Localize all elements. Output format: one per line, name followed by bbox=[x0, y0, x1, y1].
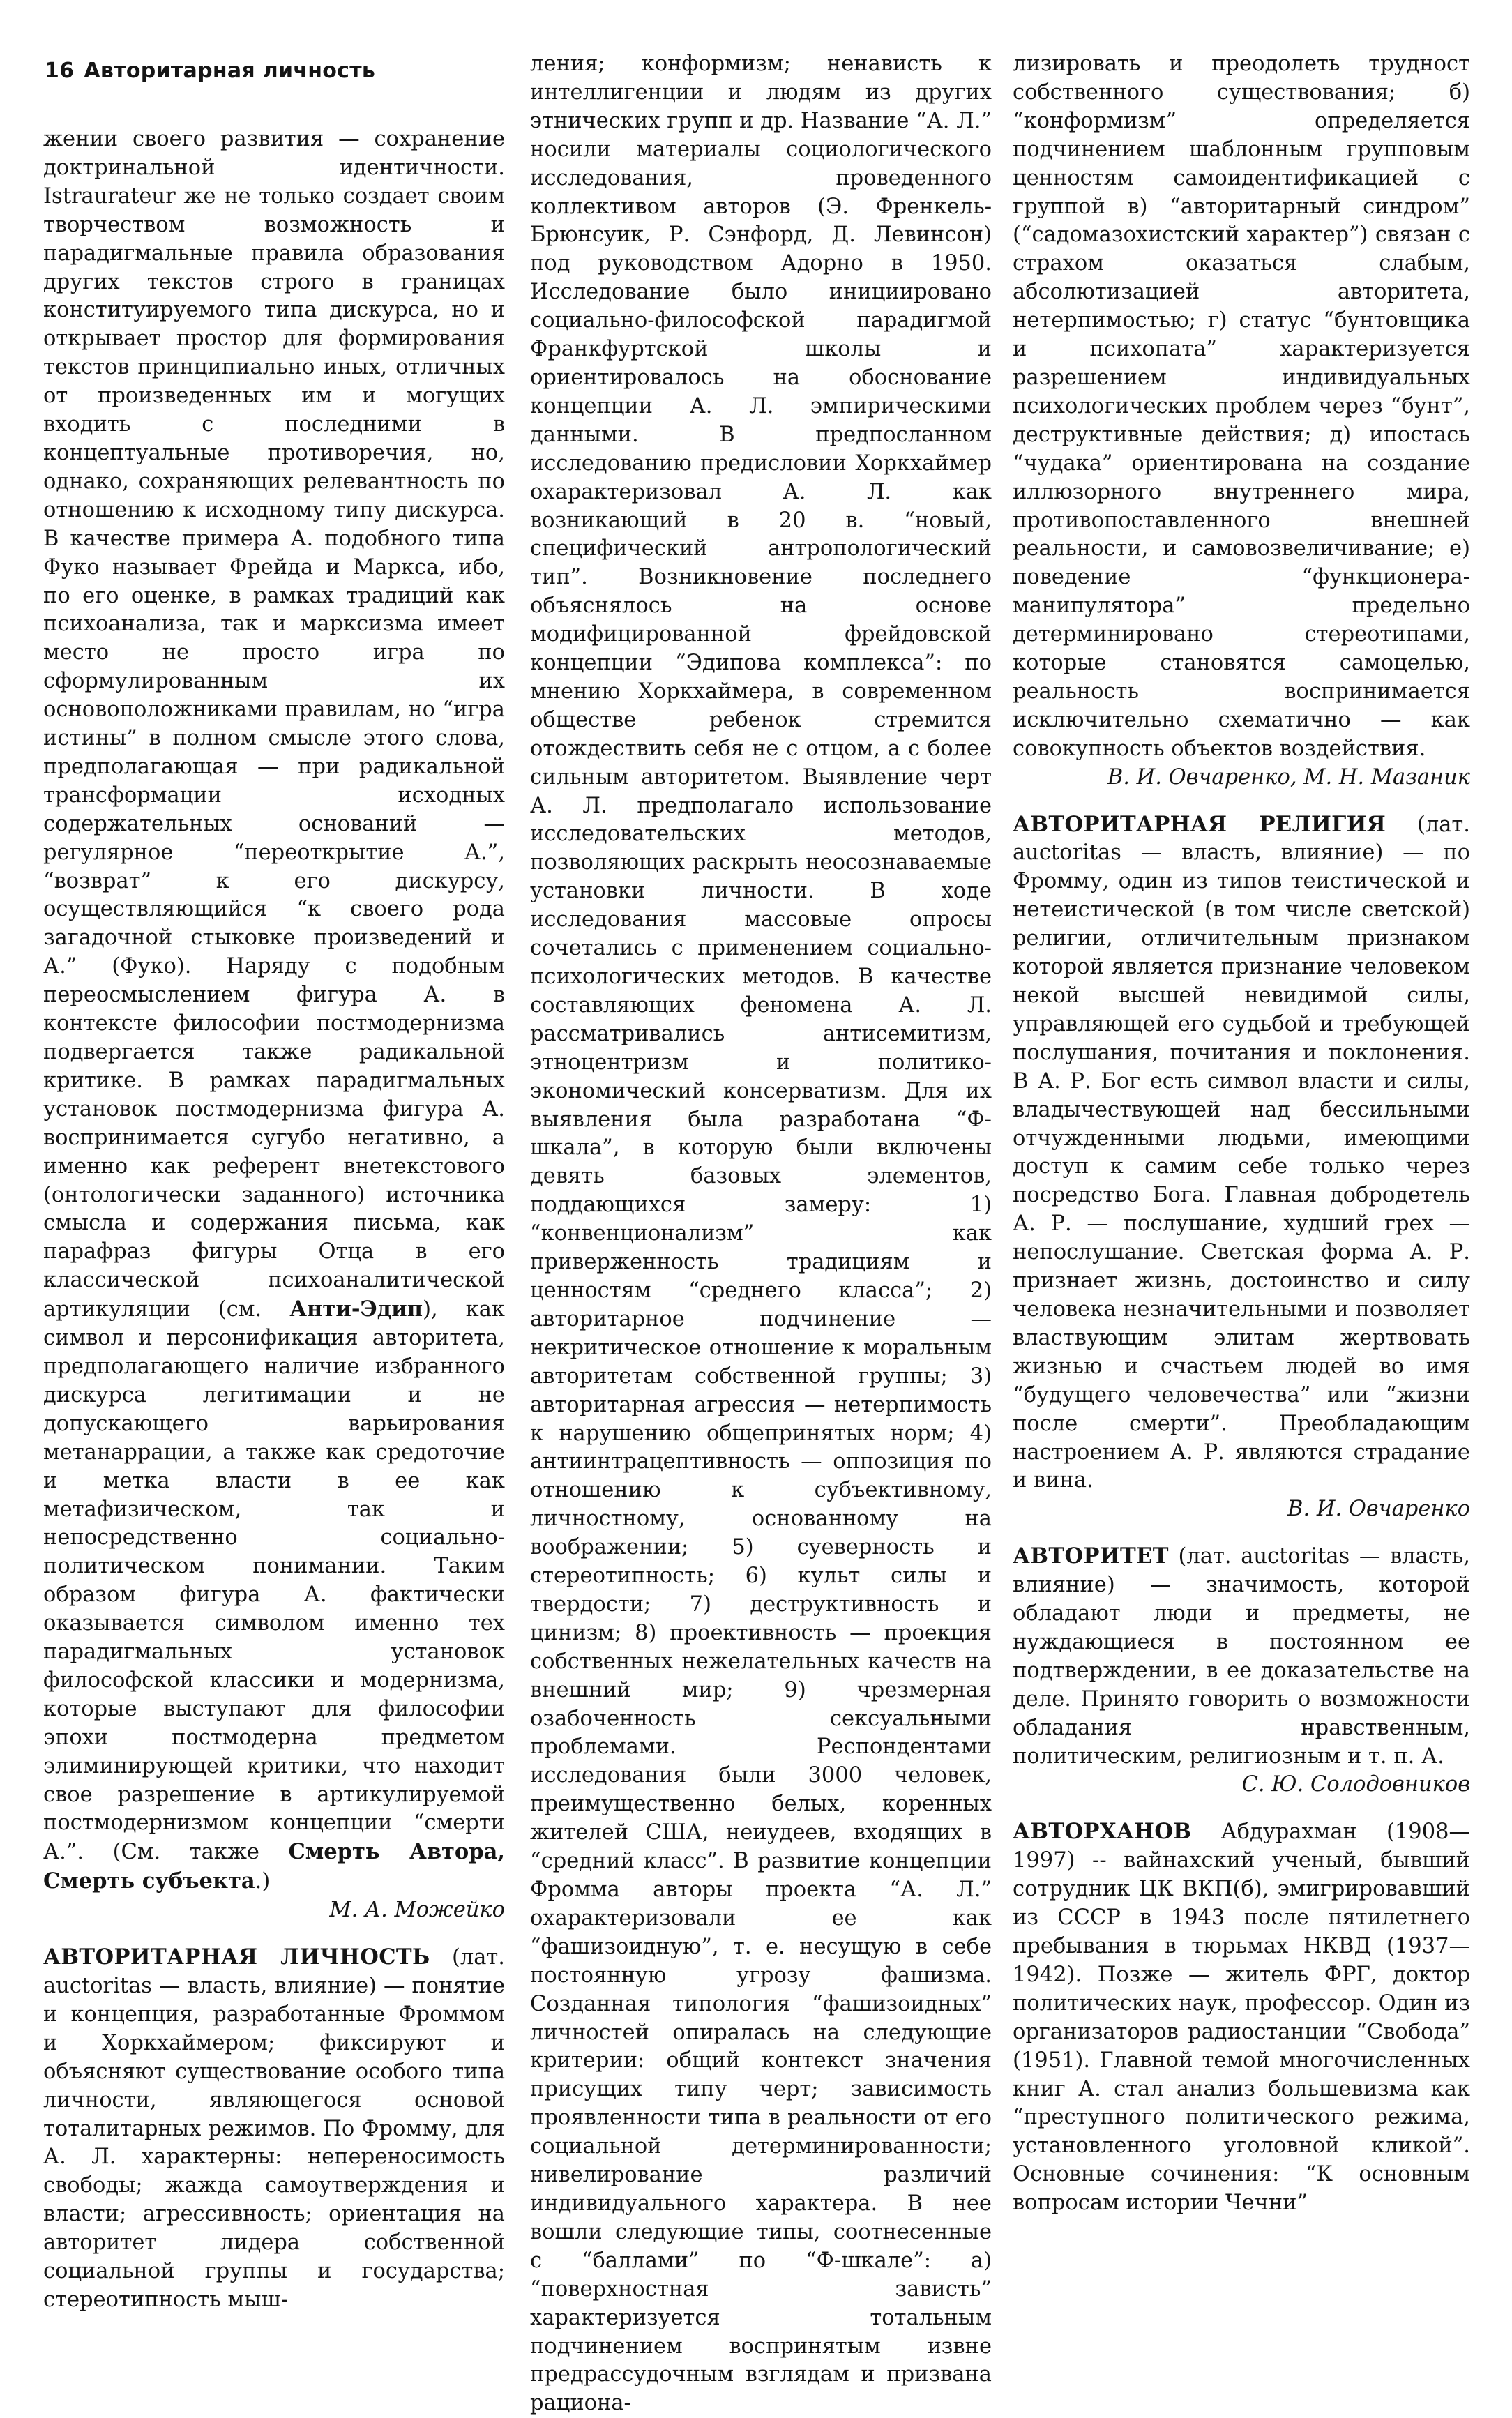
article-author: В. И. Овчаренко, М. Н. Мазаник bbox=[1107, 764, 1470, 789]
running-head bbox=[45, 59, 375, 83]
article-author: В. И. Овчаренко bbox=[1287, 1497, 1470, 1522]
article-avtorkhanov bbox=[1013, 1818, 1470, 2218]
article-author: М. А. Можейко bbox=[329, 1898, 505, 1923]
body-text: ), как символ и персонификация авторитета, предполагающего наличие избранного дискурса легитимации и не допускающего варьирования метанаррации, а также как средоточие и метка власти в ее как метафизическом, так и непосредственно социально-политическом понимании. Таким образом фигура А. фактически оказывается символом именно тех парадигмальных установок философской классики и модернизма, которые выступают для философии эпохи постмодерна предметом элиминирующей критики, что находит свое разрешение в артикулируемой постмодернизмом концепции “смерти А.”. (См. также bbox=[43, 1297, 505, 1865]
cross-reference-link[interactable]: Смерть субъекта bbox=[43, 1868, 255, 1894]
body-text: (лат. auctoritas — власть, влияние) — понятие и концепция, разработанные Фроммом и Хоркхаймером; фиксируют и объясняют существование особого типа личности, являющегося основой тоталитарных режимов. По Фромму, для А. Л. характерны: непереносимость свободы; жажда самоутверждения и власти; агрессивность; ориентация на авторитет лидера собственной социальной группы и государства; стереотипность мыш- bbox=[43, 1945, 505, 2312]
article-author: С. Ю. Солодовников bbox=[1241, 1772, 1470, 1797]
headword: АВТОРИТАРНАЯ ЛИЧНОСТЬ bbox=[43, 1944, 430, 1970]
body-text: жении своего развития — сохранение доктринальной идентичности. Istraurateur же не только создает своим творчеством возможность и парадигмальные правила образования других текстов строго в границах конституируемого типа дискурса, но и открывает простор для формирования текстов принципиально иных, отличных от произведенных им и могущих входить с последними в концептуальные противоречия, но, однако, сохраняющих релевантность по отношению к исходному типу дискурса. В качестве примера А. подобного типа Фуко называет Фрейда и Маркса, ибо, по его оценке, в рамках традиций как психоанализа, так и марксизма имеет место не просто игра по сформулированным их основоположниками правилам, но “игра истины” в полном смысле этого слова, предполагающая — при радикальной трансформации исходных содержательных оснований — регулярное “переоткрытие А.”, “возврат” к его дискурсу, осуществляющийся “к своего рода загадочной стыковке произведений и А.” (Фуко). Наряду с подобным переосмыслением фигура А. в контексте философии постмодернизма подвергается также радикальной критике. В рамках парадигмальных установок постмодернизма фигура А. воспринимается сугубо негативно, а именно как референт внетекстового (онтологически заданного) источника смысла и содержания письма, как парафраз фигуры Отца в его классической психоаналитической артикуляции (см. bbox=[43, 127, 505, 1322]
article-authority bbox=[1013, 1542, 1470, 1799]
body-text: Абдурахман (1908—1997) -- вайнахский ученый, бывший сотрудник ЦК ВКП(б), эмигрировавший из СССР в 1943 после пятилетнего пребывания в тюрьмах НКВД (1937—1942). Позже — житель ФРГ, доктор политических наук, профессор. Один из организаторов радиостанции “Свобода” (1951). Главной темой многочисленных книг А. стал анализ большевизма как “преступного политического режима, установленного уголовной кликой”. Основные сочинения: “К основным вопросам истории Чечни” bbox=[1013, 1820, 1470, 2216]
body-text: (лат. auctoritas — власть, влияние) — значимость, которой обладают люди и предметы, не нуждающиеся в постоянном ее подтверждении, в ее доказательстве на деле. Принято говорить о возможности обладания нравственным, политическим, религиозным и т. п. А. bbox=[1013, 1544, 1470, 1769]
article-authoritarian-personality bbox=[43, 1943, 505, 2315]
cross-reference-link[interactable]: Анти-Эдип bbox=[289, 1297, 423, 1322]
article-authoritarian-religion bbox=[1013, 810, 1470, 1525]
headword: АВТОРХАНОВ bbox=[1013, 1819, 1192, 1845]
article-body: ления; конформизм; ненависть к интеллигенции и людям из других этнических групп и др. Название “А. Л.” носили материалы социологического исследования, проведенного коллективом авторов (Э. Френкель-Брюнсуик, Р. Сэнфорд, Д. Левинсон) под руководством Адорно в 1950. Исследование было инициировано социально-философской парадигмой Франкфуртской школы и ориентировалось на обоснование концепции А. Л. эмпирическими данными. В предпосланном исследованию предисловии Хоркхаймер охарактеризовал А. Л. как возникающий в 20 в. “новый, специфический антропологический тип”. Возникновение последнего объяснялось на основе модифицированной фрейдовской концепции “Эдипова комплекса”: по мнению Хоркхаймера, в современном обществе ребенок стремится отождествить себя не с отцом, а с более сильным авторитетом. Выявление черт А. Л. предполагало использование исследовательских методов, позволяющих раскрыть неосознаваемые установки личности. В ходе исследования массовые опросы сочетались с применением социально-психологических методов. В качестве составляющих феномена А. Л. рассматривались антисемитизм, этноцентризм и политико-экономический консерватизм. Для их выявления была разработана “Ф-шкала”, в которую были включены девять базовых элементов, поддающихся замеру: 1) “конвенционализм” как приверженность традициям и ценностям “среднего класса”; 2) авторитарное подчинение — некритическое отношение к моральным авторитетам собственной группы; 3) авторитарная агрессия — нетерпимость к нарушению общепринятых норм; 4) антиинтрацептивность — оппозиция по отношению к субъективному, личностному, основанному на воображении; 5) суеверность и стереотипность; 6) культ силы и твердости; 7) деструктивность и цинизм; 8) проективность — проекция собственных нежелательных качеств на внешний мир; 9) чрезмерная озабоченность сексуальными проблемами. Респондентами исследования были 3000 человек, преимущественно белых, коренных жителей США, неиудеев, входящих в “средний класс”. В развитие концепции Фромма авторы проекта “А. Л.” охарактеризовали ее как “фашизоидную”, т. е. несущую в себе постоянную угрозу фашизма. Созданная типология “фашизоидных” личностей опиралась на следующие критерии: общий контекст значения присущих типу черт; зависимость проявленности типа в реальности от его социальной детерминированности; нивелирование различий индивидуального характера. В нее вошли следующие типы, соотнесенные с “баллами” по “Ф-шкале”: а) “поверхностная зависть” характеризуется тотальным подчинением воспринятым извне предрассудочным взглядам и призвана рациона- bbox=[530, 52, 992, 2416]
column-2 bbox=[530, 50, 992, 2418]
page-number: 16 bbox=[45, 59, 75, 83]
article-body: жении своего развития — сохранение доктринальной идентичности. Istraurateur же не только создает своим творчеством возможность и парадигмальные правила образования других текстов строго в границах конституируемого типа дискурса, но и открывает простор для формирования текстов принципиально иных, отличных от произведенных им и могущих входить с последними в концептуальные противоречия, но, однако, сохраняющих релевантность по отношению к исходному типу дискурса. В качестве примера А. подобного типа Фуко называет Фрейда и Маркса, ибо, по его оценке, в рамках традиций как психоанализа, так и марксизма имеет место не просто игра по сформулированным их основоположниками правилам, но “игра истины” в полном смысле этого слова, предполагающая — при радикальной трансформации исходных содержательных оснований — регулярное “переоткрытие А.”, “возврат” к его дискурсу, осуществляющийся “к своего рода загадочной стыковке произведений и А.” (Фуко). Наряду с подобным переосмыслением фигура А. в контексте философии постмодернизма подвергается также радикальной критике. В рамках парадигмальных установок постмодернизма фигура А. воспринимается сугубо негативно, а именно как референт внетекстового (онтологически заданного) источника смысла и содержания письма, как парафраз фигуры Отца в его классической психоаналитической артикуляции (см. Анти-Эдип), как символ и персонификация авторитета, предполагающего наличие избранного дискурса легитимации и не допускающего варьирования метанаррации, а также как средоточие и метка власти в ее как метафизическом, так и непосредственно социально-политическом понимании. Таким образом фигура А. фактически оказывается символом именно тех парадигмальных установок философской классики и модернизма, которые выступают для философии эпохи постмодерна предметом элиминирующей критики, что находит свое разрешение в артикулируемой постмодернизмом концепции “смерти А.”. (См. также Смерть Автора, Смерть субъекта.) bbox=[43, 127, 505, 1894]
headword: АВТОРИТАРНАЯ РЕЛИГИЯ bbox=[1013, 811, 1386, 837]
cross-reference-link[interactable]: Смерть Автора bbox=[288, 1839, 498, 1865]
column-1 bbox=[43, 126, 505, 2315]
headword: АВТОРИТЕТ bbox=[1013, 1543, 1169, 1569]
column-3 bbox=[1013, 50, 1470, 2218]
body-text: (лат. auctoritas — власть, влияние) — по Фромму, один из типов теистической и нетеистической (в том числе светской) религии, отличительным признаком которой является признание человеком некой высшей невидимой силы, управляющей его судьбой и требующей послушания, почитания и поклонения. В А. Р. Бог есть символ власти и силы, владычествующей над бессильными отчужденными людьми, имеющими доступ к самим себе только через посредство Бога. Главная добродетель А. Р. — послушание, худший грех — непослушание. Светская форма А. Р. признает жизнь, достоинство и силу человека незначительными и позволяет властвующим элитам жертвовать жизнью и счастьем людей во имя “будущего человечества” или “жизни после смерти”. Преобладающим настроением А. Р. являются страдание и вина. bbox=[1013, 812, 1470, 1493]
article-body: лизировать и преодолеть трудност собственного существования; б) “конформизм” определяется подчинением шаблонным групповым ценностям самоидентификацией с группой в) “авторитарный синдром” (“садомазохистский характер”) связан с страхом оказаться слабым, абсолютизацией авторитета, нетерпимостью; г) статус “бунтовщика и психопата” характеризуется разрешением индивидуальных психологических проблем через “бунт”, деструктивные действия; д) ипостась “чудака” ориентирована на создание иллюзорного внутреннего мира, противопоставленного внешней реальности, и самовозвеличивание; е) поведение “функционера-манипулятора” предельно детерминировано стереотипами, которые становятся самоцелью, реальность воспринимается исключительно схематично — как совокупность объектов воздействия. bbox=[1013, 52, 1470, 761]
running-title: Авторитарная личность bbox=[84, 59, 376, 83]
